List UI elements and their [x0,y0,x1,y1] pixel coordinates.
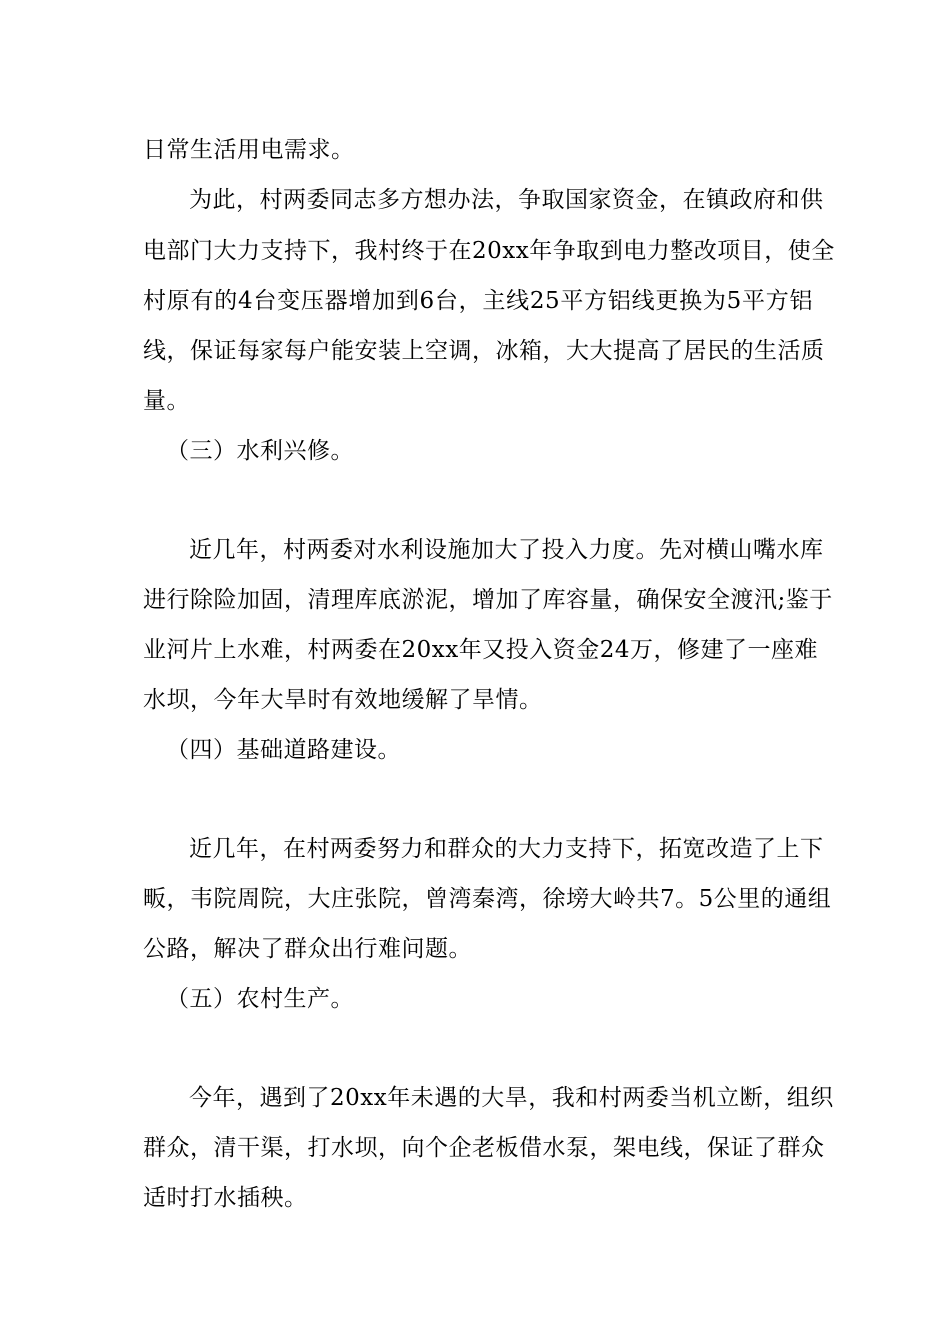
paragraph-line: 近几年，在村两委努力和群众的大力支持下，拓宽改造了上下 [189,836,824,862]
paragraph-line: 进行除险加固，清理库底淤泥，增加了库容量，确保安全渡汛;鉴于 [143,587,833,613]
paragraph-line: 电部门大力支持下，我村终于在20xx年争取到电力整改项目，使全 [143,238,835,264]
paragraph-line: 业河片上水难，村两委在20xx年又投入资金24万，修建了一座难 [143,637,818,663]
paragraph-line: 群众，清干渠，打水坝，向个企老板借水泵，架电线，保证了群众 [143,1135,825,1161]
paragraph-line: 水坝，今年大旱时有效地缓解了旱情。 [143,687,543,713]
section-heading: （三）水利兴修。 [166,438,354,464]
paragraph-line: 近几年，村两委对水利设施加大了投入力度。先对横山嘴水库 [189,537,824,563]
paragraph-line: 畈，韦院周院，大庄张院，曾湾秦湾，徐塝大岭共7。5公里的通组 [143,886,832,912]
paragraph-line: 量。 [143,388,190,414]
paragraph-line: 适时打水插秧。 [143,1185,308,1211]
paragraph-line: 为此，村两委同志多方想办法，争取国家资金，在镇政府和供 [189,187,824,213]
section-heading: （五）农村生产。 [166,986,354,1012]
section-heading: （四）基础道路建设。 [166,737,401,763]
paragraph-line: 日常生活用电需求。 [143,137,355,163]
paragraph-line: 村原有的4台变压器增加到6台，主线25平方铝线更换为5平方铝 [143,288,813,314]
paragraph-line: 今年，遇到了20xx年未遇的大旱，我和村两委当机立断，组织 [189,1085,834,1111]
paragraph-line: 线，保证每家每户能安装上空调，冰箱，大大提高了居民的生活质 [143,338,825,364]
paragraph-line: 公路，解决了群众出行难问题。 [143,936,472,962]
